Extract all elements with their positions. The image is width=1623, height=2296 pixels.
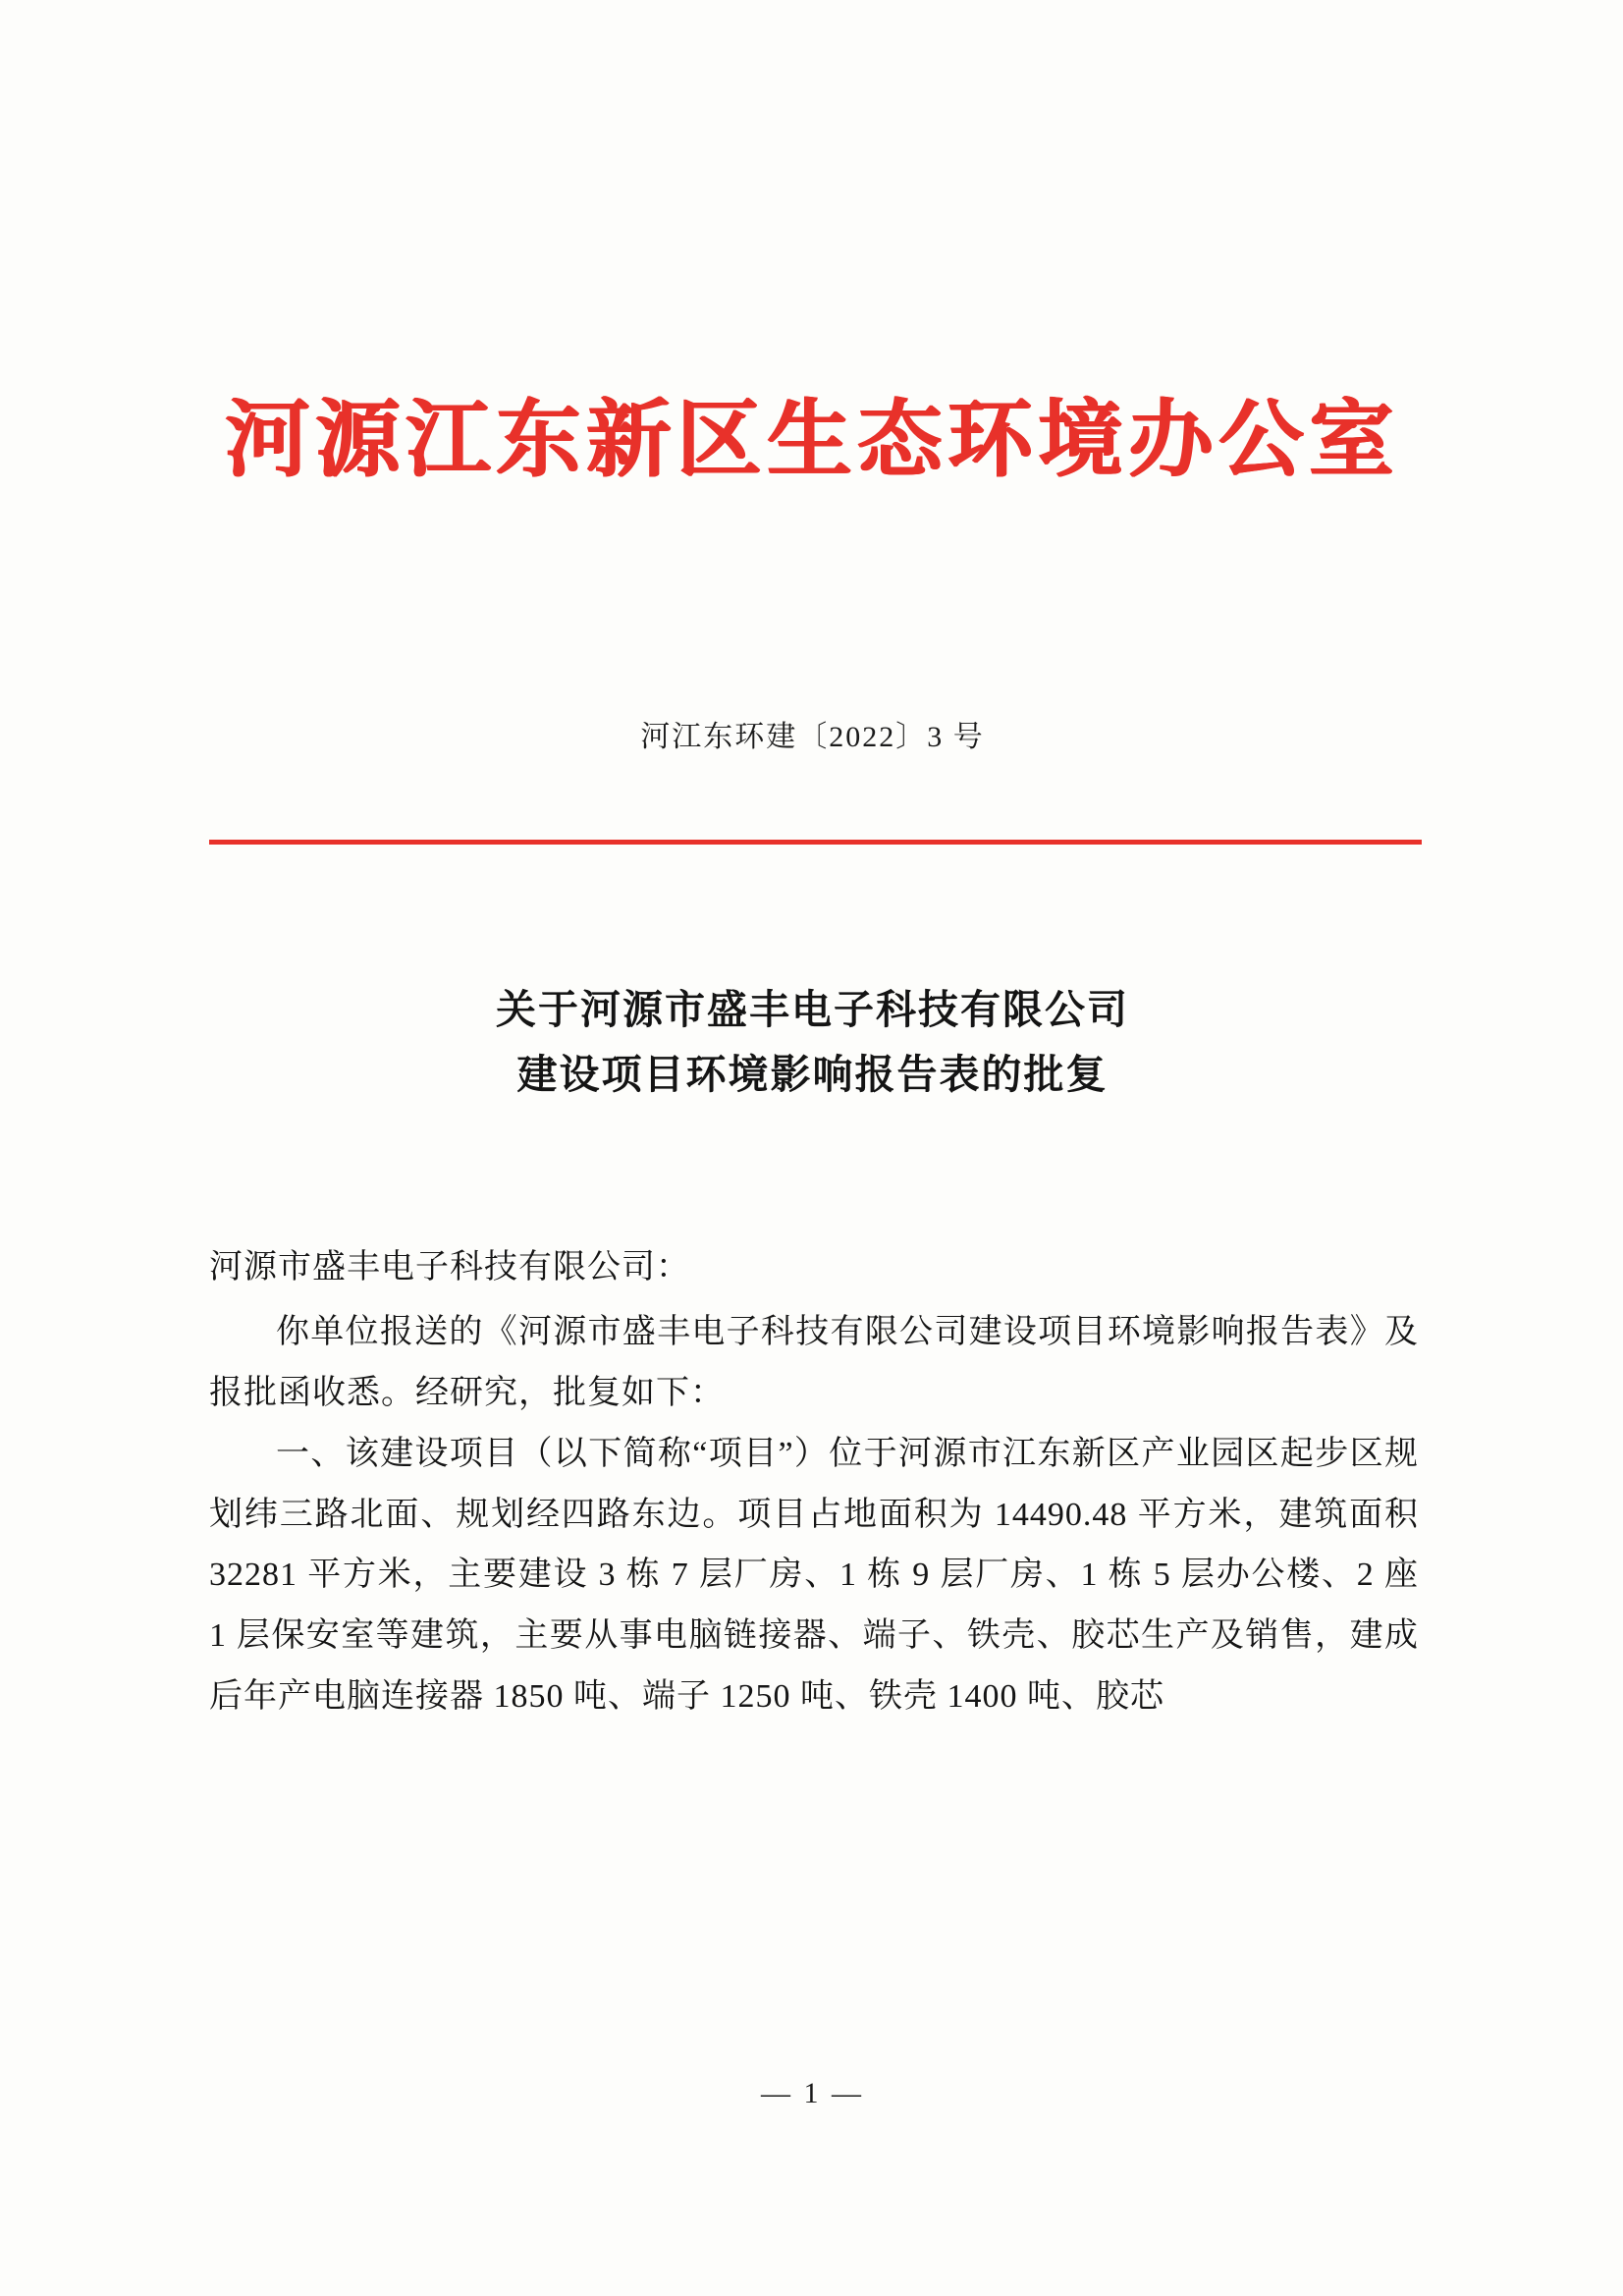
red-separator-rule (209, 840, 1422, 845)
page-number: — 1 — (761, 2077, 864, 2109)
document-content (201, 0, 1424, 2296)
body-paragraph-1: 你单位报送的《河源市盛丰电子科技有限公司建设项目环境影响报告表》及报批函收悉。经研究，批复如下： (209, 1313, 1419, 1411)
page-title (201, 977, 1424, 1108)
page-title-line-2: 建设项目环境影响报告表的批复 (516, 1051, 1109, 1099)
page-title-line-1: 关于河源市盛丰电子科技有限公司 (496, 986, 1129, 1033)
body-paragraph-2: 一、该建设项目（以下简称“项目”）位于河源市江东新区产业园区起步区规划纬三路北面、规划经四路东边。项目占地面积为 14490.48 平方米，建筑面积 32281 平方米，主要建设 3 栋 7 层厂房、1 栋 9 层厂房、1 栋 5 层办公楼、2 座 1 层保安室等建筑，主要从事电脑链接器、端子、铁壳、胶芯生产及销售，建成后年产电脑连接器 1850 吨、端子 1250 吨、铁壳 1400 吨、胶芯 (209, 1435, 1419, 1716)
salutation: 河源市盛丰电子科技有限公司： (209, 1249, 690, 1285)
document-number: 河江东环建〔2022〕3 号 (640, 721, 985, 753)
document-body (209, 1237, 1419, 1727)
masthead-agency-name: 河源江东新区生态环境办公室 (225, 390, 1400, 489)
